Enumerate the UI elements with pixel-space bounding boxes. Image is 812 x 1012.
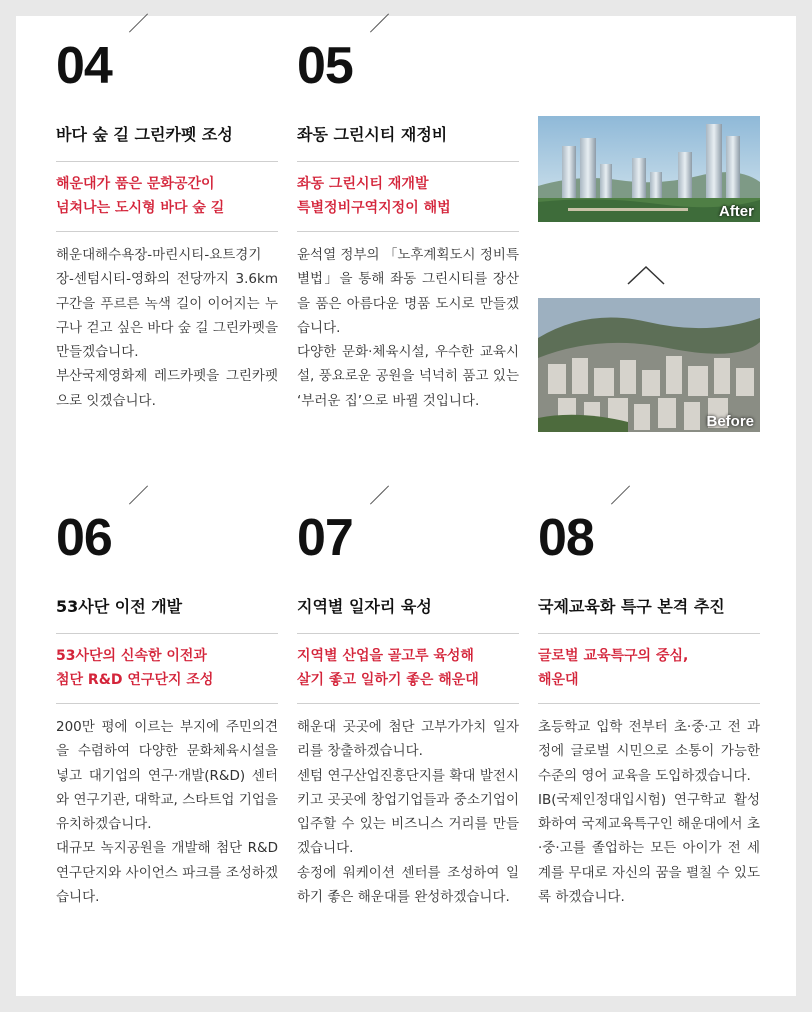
slash-decoration xyxy=(611,485,630,504)
section-subtitle: 53사단의 신속한 이전과 첨단 R&D 연구단지 조성 xyxy=(56,648,214,688)
chevron-up-icon xyxy=(626,265,666,285)
page xyxy=(16,16,796,996)
section-number: 05 xyxy=(297,37,353,95)
after-label: After xyxy=(718,203,754,220)
slash-decoration xyxy=(370,485,389,504)
divider xyxy=(538,633,760,634)
section-body: 200만 평에 이르는 부지에 주민의견을 수렴하여 다양한 문화체육시설을 넣고 대기업의 연구·개발(R&D) 센터와 연구기관, 대학교, 스타트업 기업을 유치하겠습니다. 대규모 녹지공원을 개발해 첨단 R&D 연구단지와 사이언스 파크를 조성하겠습니다. xyxy=(56,719,278,906)
section-subtitle: 지역별 산업을 골고루 육성해 살기 좋고 일하기 좋은 해운대 xyxy=(297,648,479,688)
section-number: 06 xyxy=(56,509,112,567)
section-subtitle: 글로벌 교육특구의 중심, 해운대 xyxy=(538,648,689,688)
after-photo xyxy=(538,116,760,222)
section-title: 좌동 그린시티 재정비 xyxy=(297,125,448,144)
divider xyxy=(56,703,278,704)
section-subtitle: 좌동 그린시티 재개발 특별정비구역지정이 해법 xyxy=(297,176,451,216)
slash-decoration xyxy=(129,485,148,504)
slash-decoration xyxy=(370,13,389,32)
before-photo xyxy=(538,298,760,432)
divider xyxy=(56,161,278,162)
divider xyxy=(297,231,519,232)
section-number: 04 xyxy=(56,37,112,95)
divider xyxy=(538,703,760,704)
divider xyxy=(297,703,519,704)
section-title: 국제교육화 특구 본격 추진 xyxy=(538,597,725,616)
section-title: 바다 숲 길 그린카펫 조성 xyxy=(56,125,233,144)
divider xyxy=(56,231,278,232)
section-subtitle: 해운대가 품은 문화공간이 넘쳐나는 도시형 바다 숲 길 xyxy=(56,176,225,216)
section-title: 53사단 이전 개발 xyxy=(56,597,183,616)
section-body: 해운대해수욕장-마린시티-요트경기장-센텀시티-영화의 전당까지 3.6km구간을 푸르른 녹색 길이 이어지는 누구나 걷고 싶은 바다 숲 길 그린카펫을 만들겠습니다. 부산국제영화제 레드카펫을 그린카펫으로 잇겠습니다. xyxy=(56,247,278,409)
section-body: 윤석열 정부의 「노후계획도시 정비특별법」을 통해 좌동 그린시티를 장산을 품은 아름다운 명품 도시로 만들겠습니다. 다양한 문화·체육시설, 우수한 교육시설, 풍요로운 공원을 넉넉히 품고 있는 ‘부러운 집’으로 바뀔 것입니다. xyxy=(297,247,519,409)
divider xyxy=(297,161,519,162)
section-title: 지역별 일자리 육성 xyxy=(297,597,432,616)
divider xyxy=(56,633,278,634)
before-label: Before xyxy=(706,413,754,430)
section-number: 08 xyxy=(538,509,594,567)
section-body: 해운대 곳곳에 첨단 고부가가치 일자리를 창출하겠습니다. 센텀 연구산업진흥단지를 확대 발전시키고 곳곳에 창업기업들과 중소기업이 입주할 수 있는 비즈니스 거리를 만들겠습니다. 송정에 워케이션 센터를 조성하여 일하기 좋은 해운대를 완성하겠습니다. xyxy=(297,719,519,906)
section-body: 초등학교 입학 전부터 초·중·고 전 과정에 글로벌 시민으로 소통이 가능한 수준의 영어 교육을 도입하겠습니다. IB(국제인정대입시험) 연구학교 활성화하여 국제교육특구인 해운대에서 초·중·고를 졸업하는 모든 아이가 전 세계를 무대로 자신의 꿈을 펼칠 수 있도록 하겠습니다. xyxy=(538,719,760,906)
before-aerial-image xyxy=(538,298,760,432)
slash-decoration xyxy=(129,13,148,32)
section-number: 07 xyxy=(297,509,353,567)
divider xyxy=(297,633,519,634)
